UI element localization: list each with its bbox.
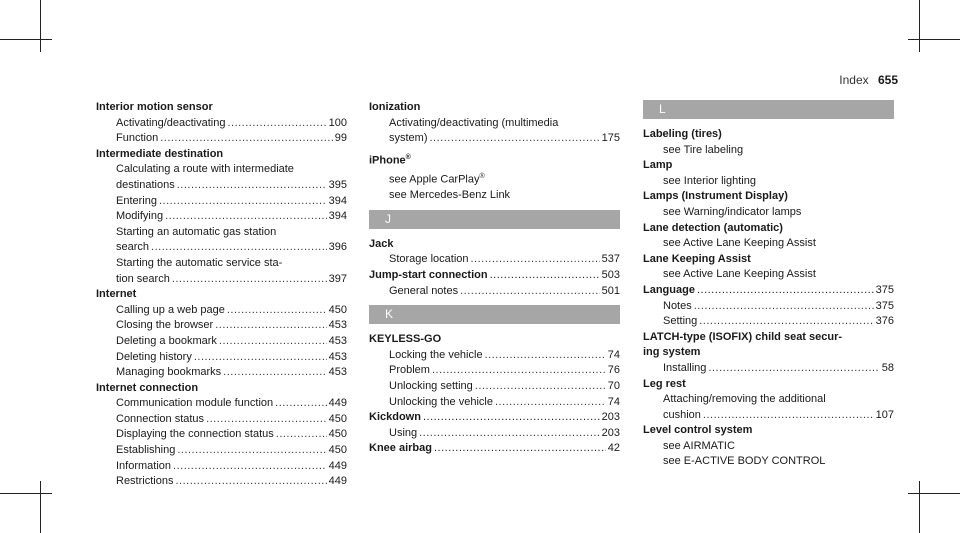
index-column-3	[643, 100, 894, 470]
index-term: Lane Keeping Assist	[643, 252, 751, 265]
crop-mark	[919, 481, 920, 533]
index-subentry: Entering ..... 394	[96, 194, 347, 210]
index-term: Lamps (Instrument Display)	[643, 190, 788, 203]
index-term: LATCH-type (ISOFIX) child seat secur-	[643, 330, 843, 343]
index-term: Level control system	[643, 424, 753, 437]
index-entry	[369, 410, 620, 441]
index-entry	[96, 147, 347, 287]
index-term: Knee airbag ..... 42	[369, 441, 620, 457]
index-subentry: Unlocking setting ..... 70	[369, 379, 620, 395]
crop-mark	[40, 0, 41, 52]
index-subentry: see Interior lighting	[663, 174, 756, 187]
index-entry	[643, 377, 894, 424]
index-subentry: Modifying ..... 394	[96, 209, 347, 225]
index-entry	[643, 189, 894, 220]
index-subentry: Function ..... 99	[96, 131, 347, 147]
index-entry	[369, 268, 620, 299]
index-entry	[643, 127, 894, 158]
index-subentry: see AIRMATIC	[663, 439, 735, 452]
index-entry	[643, 423, 894, 470]
index-subentry: Deleting a bookmark ..... 453	[96, 334, 347, 350]
index-entry	[369, 237, 620, 268]
index-term: Leg rest	[643, 377, 686, 390]
crop-mark	[908, 493, 960, 494]
index-term: Jack	[369, 237, 394, 250]
index-subentry: Displaying the connection status ..... 450	[96, 427, 347, 443]
crop-mark	[40, 481, 41, 533]
index-subentry: Deleting history ..... 453	[96, 350, 347, 366]
index-subentry: cushion ..... 107	[643, 408, 894, 424]
index-entry	[643, 252, 894, 283]
crop-mark	[919, 0, 920, 52]
page-header	[839, 73, 898, 87]
index-subentry: Setting ..... 376	[643, 314, 894, 330]
index-subentry: Calling up a web page ..... 450	[96, 303, 347, 319]
index-entry	[643, 283, 894, 330]
index-entry	[369, 441, 620, 457]
index-subentry: Calculating a route with intermediate	[116, 163, 294, 176]
index-entry	[96, 381, 347, 490]
crop-mark	[0, 39, 52, 40]
index-term: Jump-start connection ..... 503	[369, 268, 620, 284]
index-term: Internet connection	[96, 381, 199, 394]
index-subentry: Restrictions ..... 449	[96, 474, 347, 490]
index-term: Language ..... 375	[643, 283, 894, 299]
index-subentry: Starting an automatic gas station	[116, 225, 277, 238]
index-subentry: General notes ..... 501	[369, 284, 620, 300]
index-entry	[369, 332, 620, 410]
index-term: Kickdown ..... 203	[369, 410, 620, 426]
index-term: KEYLESS-GO	[369, 333, 442, 346]
index-subentry: tion search ..... 397	[96, 272, 347, 288]
index-entry	[369, 150, 620, 204]
index-subentry: see E-ACTIVE BODY CONTROL	[663, 455, 826, 468]
index-subentry: Connection status ..... 450	[96, 412, 347, 428]
index-term: Labeling (tires)	[643, 128, 722, 140]
index-subentry: see Warning/indicator lamps	[663, 205, 802, 218]
index-subentry: Starting the automatic service sta-	[116, 256, 283, 269]
index-subentry: Unlocking the vehicle ..... 74	[369, 395, 620, 411]
index-term: Internet	[96, 288, 137, 301]
index-subentry: Communication module function ..... 449	[96, 396, 347, 412]
index-subentry: Information ..... 449	[96, 459, 347, 475]
index-subentry: see Apple CarPlay®	[389, 173, 485, 186]
index-subentry: system) ..... 175	[369, 131, 620, 147]
index-subentry: Activating/deactivating (multimedia	[389, 116, 559, 129]
index-subentry: Problem ..... 76	[369, 363, 620, 379]
index-term: Lane detection (automatic)	[643, 221, 783, 234]
index-subentry: see Active Lane Keeping Assist	[663, 237, 816, 250]
page-number: 655	[877, 73, 898, 87]
index-subentry: Locking the vehicle ..... 74	[369, 348, 620, 364]
index-term: Intermediate destination	[96, 147, 224, 160]
index-term: Ionization	[369, 101, 421, 113]
index-subentry: Attaching/removing the additional	[663, 393, 826, 406]
index-subentry: Using ..... 203	[369, 426, 620, 442]
index-entry	[96, 287, 347, 381]
index-subentry: Installing ..... 58	[643, 361, 894, 377]
index-subentry: Closing the browser ..... 453	[96, 318, 347, 334]
index-subentry: see Active Lane Keeping Assist	[663, 268, 816, 281]
letter-heading-j: J	[369, 210, 620, 229]
index-term-continued: ing system	[643, 346, 701, 359]
index-subentry: Storage location ..... 537	[369, 252, 620, 268]
index-entry	[369, 100, 620, 147]
letter-heading-k: K	[369, 305, 620, 324]
index-subentry: Activating/deactivating ..... 100	[96, 116, 347, 132]
index-entry	[643, 221, 894, 252]
crop-mark	[0, 493, 52, 494]
index-subentry: see Tire labeling	[663, 143, 744, 156]
letter-heading-l: L	[643, 100, 894, 119]
index-subentry: Notes ..... 375	[643, 299, 894, 315]
index-entry	[643, 330, 894, 377]
index-entry	[96, 100, 347, 147]
index-term: Interior motion sensor	[96, 101, 213, 113]
index-term: iPhone®	[369, 153, 411, 167]
crop-mark	[908, 39, 960, 40]
index-subentry: destinations ..... 395	[96, 178, 347, 194]
index-entry	[643, 158, 894, 189]
index-subentry: Managing bookmarks ..... 453	[96, 365, 347, 381]
index-subentry: Establishing ..... 450	[96, 443, 347, 459]
index-column-1	[96, 100, 347, 490]
index-term: Lamp	[643, 159, 673, 172]
index-subentry: search ..... 396	[96, 240, 347, 256]
section-label: Index	[839, 73, 869, 87]
index-column-2	[369, 100, 620, 457]
index-subentry: see Mercedes-Benz Link	[389, 189, 511, 202]
